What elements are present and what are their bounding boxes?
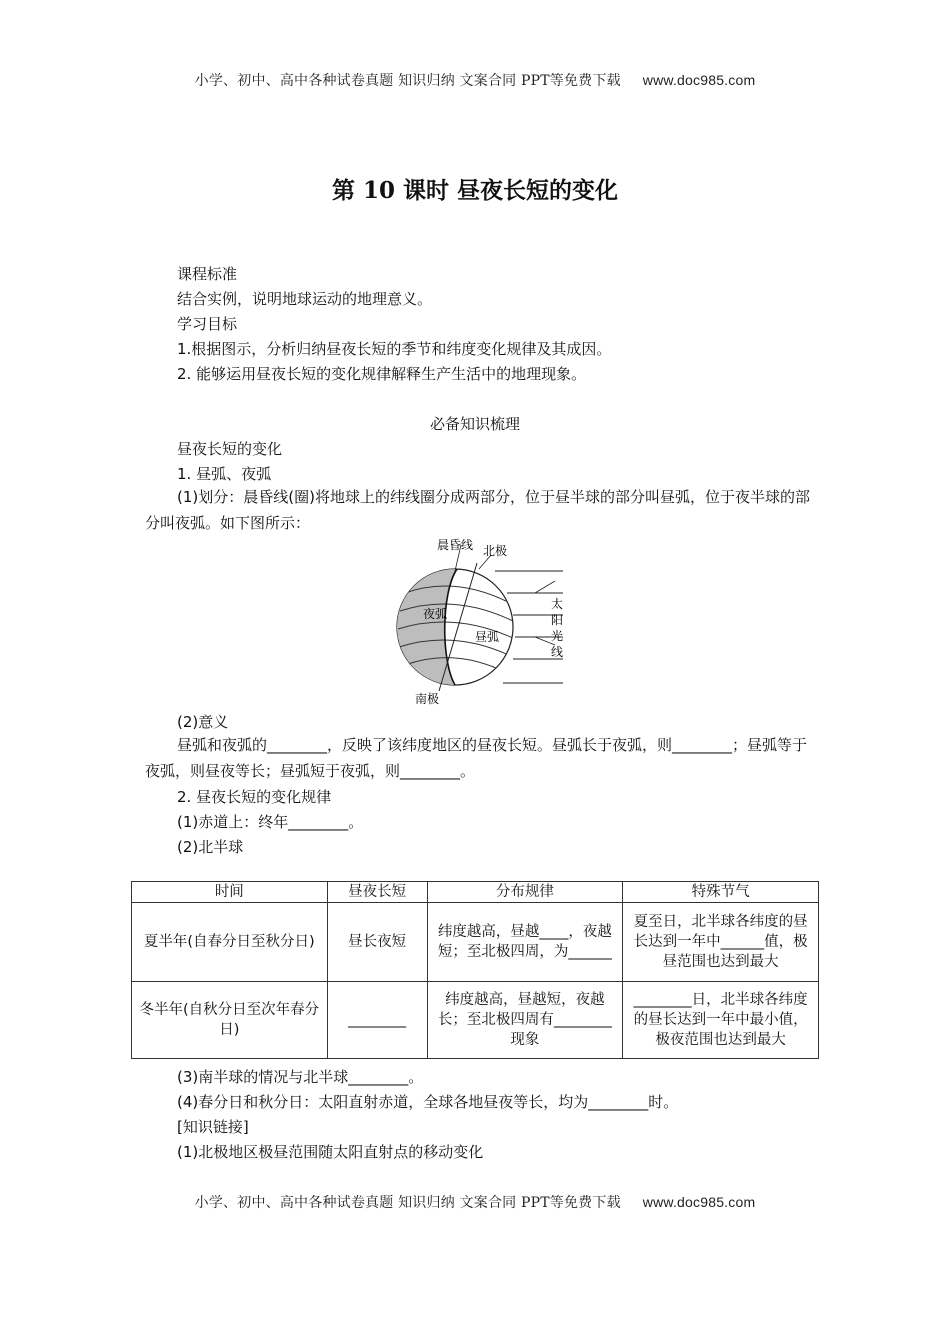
knowledge-link-1: (1)北极地区极昼范围随太阳直射点的移动变化 <box>177 1143 484 1161</box>
table-header: 特殊节气 <box>623 882 819 903</box>
table-cell: 纬度越高，昼越____，夜越短；至北极四周，为______ <box>427 903 623 982</box>
goal-1: 1.根据图示，分析归纳昼夜长短的季节和纬度变化规律及其成因。 <box>177 340 612 358</box>
item-1-heading: 1. 昼弧、夜弧 <box>177 465 272 483</box>
table-cell: 夏至日，北半球各纬度的昼长达到一年中______值，极昼范围也达到最大 <box>623 903 819 982</box>
footer-text: 小学、初中、高中各种试卷真题 知识归纳 文案合同 PPT等免费下载 <box>194 1195 621 1211</box>
sun-label-1: 太 <box>551 597 564 611</box>
meaning-paragraph: 昼弧和夜弧的________，反映了该纬度地区的昼夜长短。昼弧长于夜弧，则________；昼弧等于夜弧，则昼夜等长；昼弧短于夜弧，则________。 <box>145 736 808 780</box>
division-paragraph: (1)划分：晨昏线(圈)将地球上的纬线圈分成两部分，位于昼半球的部分叫昼弧，位于夜半球的部分叫夜弧。如下图所示： <box>145 488 810 532</box>
page-title: 第 10 课时 昼夜长短的变化 <box>331 177 619 204</box>
table-cell: ________ <box>327 982 427 1059</box>
sun-label-2: 阳 <box>551 613 564 627</box>
page-header <box>0 70 950 90</box>
sun-label-4: 线 <box>551 645 564 659</box>
table-header-row <box>132 882 819 903</box>
south-pole-label: 南极 <box>415 692 440 706</box>
knowledge-link-heading: [知识链接] <box>177 1118 249 1136</box>
equinox-rule: (4)春分日和秋分日：太阳直射赤道，全球各地昼夜等长，均为________时。 <box>177 1093 679 1111</box>
header-site[interactable]: www.doc985.com <box>642 72 756 88</box>
table-header: 时间 <box>132 882 328 903</box>
goal-2: 2. 能够运用昼夜长短的变化规律解释生产生活中的地理现象。 <box>177 365 587 383</box>
day-night-arc-figure <box>395 533 565 708</box>
day-arc-label: 昼弧 <box>475 630 500 644</box>
table-header: 昼夜长短 <box>327 882 427 903</box>
table-cell: 纬度越高，昼越短，夜越长；至北极四周有________现象 <box>427 982 623 1059</box>
sun-label-3: 光 <box>551 629 564 643</box>
meaning-heading: (2)意义 <box>177 713 229 731</box>
southern-hemisphere-rule: (3)南半球的情况与北半球________。 <box>177 1068 424 1086</box>
table-row <box>132 982 819 1059</box>
table-row <box>132 903 819 982</box>
page-footer <box>0 1192 950 1212</box>
header-text: 小学、初中、高中各种试卷真题 知识归纳 文案合同 PPT等免费下载 <box>194 73 621 89</box>
standard-text: 结合实例，说明地球运动的地理意义。 <box>177 290 433 308</box>
table-cell: ________日，北半球各纬度的昼长达到一年中最小值，极夜范围也达到最大 <box>623 982 819 1059</box>
northern-hemisphere-heading: (2)北半球 <box>177 838 244 856</box>
table-header: 分布规律 <box>427 882 623 903</box>
northern-hemisphere-table <box>131 881 819 1059</box>
topic-heading: 昼夜长短的变化 <box>177 440 283 458</box>
terminator-label: 晨昏线 <box>437 538 474 552</box>
goals-heading: 学习目标 <box>177 315 238 333</box>
table-cell: 昼长夜短 <box>327 903 427 982</box>
item-2-heading: 2. 昼夜长短的变化规律 <box>177 788 332 806</box>
footer-site[interactable]: www.doc985.com <box>642 1194 756 1210</box>
north-pole-label: 北极 <box>483 544 508 558</box>
table-cell: 夏半年(自春分日至秋分日) <box>132 903 328 982</box>
standard-heading: 课程标准 <box>177 265 238 283</box>
equator-rule: (1)赤道上：终年________。 <box>177 813 364 831</box>
table-cell: 冬半年(自秋分日至次年春分日) <box>132 982 328 1059</box>
knowledge-heading: 必备知识梳理 <box>429 415 520 433</box>
night-arc-label: 夜弧 <box>423 607 448 621</box>
